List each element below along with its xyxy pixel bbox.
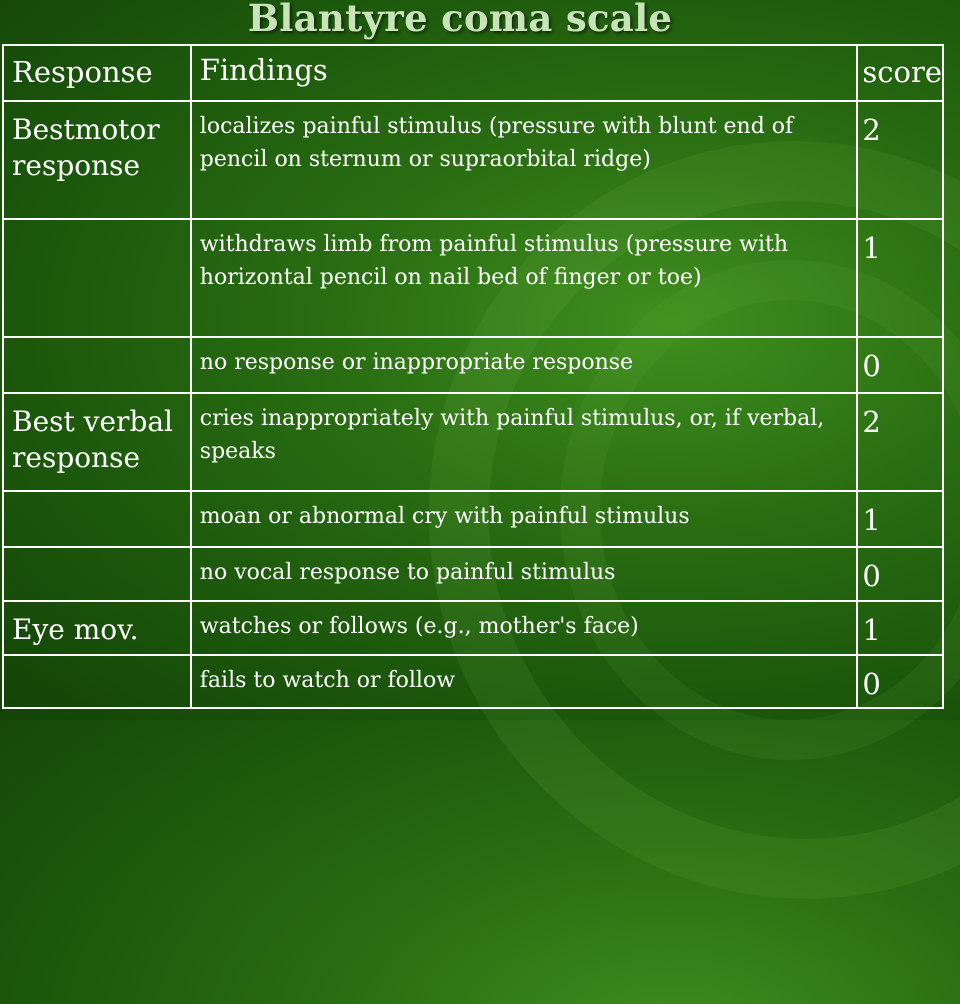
finding-cell: moan or abnormal cry with painful stimulus bbox=[191, 491, 858, 547]
response-cell bbox=[3, 655, 191, 708]
table-row bbox=[3, 491, 943, 547]
response-cell bbox=[3, 491, 191, 547]
table-row bbox=[3, 601, 943, 655]
finding-cell: withdraws limb from painful stimulus (pressure with horizontal pencil on nail bed of finger or toe) bbox=[191, 219, 858, 337]
response-cell bbox=[3, 219, 191, 337]
finding-cell: no response or inappropriate response bbox=[191, 337, 858, 393]
table-row bbox=[3, 219, 943, 337]
score-cell: 0 bbox=[857, 337, 943, 393]
score-cell: 0 bbox=[857, 547, 943, 601]
response-cell bbox=[3, 547, 191, 601]
response-cell: Eye mov. bbox=[3, 601, 191, 655]
score-cell: 2 bbox=[857, 101, 943, 219]
score-cell: 2 bbox=[857, 393, 943, 491]
response-cell bbox=[3, 337, 191, 393]
table-row bbox=[3, 393, 943, 491]
finding-cell: cries inappropriately with painful stimulus, or, if verbal, speaks bbox=[191, 393, 858, 491]
table-row bbox=[3, 337, 943, 393]
response-cell: Bestmotor response bbox=[3, 101, 191, 219]
finding-cell: fails to watch or follow bbox=[191, 655, 858, 708]
table-row bbox=[3, 547, 943, 601]
finding-cell: no vocal response to painful stimulus bbox=[191, 547, 858, 601]
response-cell: Best verbal response bbox=[3, 393, 191, 491]
finding-cell: watches or follows (e.g., mother's face) bbox=[191, 601, 858, 655]
score-cell: 1 bbox=[857, 491, 943, 547]
header-response: Response bbox=[3, 45, 191, 101]
header-score: score bbox=[857, 45, 943, 101]
score-cell: 0 bbox=[857, 655, 943, 708]
score-cell: 1 bbox=[857, 601, 943, 655]
header-findings: Findings bbox=[191, 45, 858, 101]
slide-title: Blantyre coma scale bbox=[247, 0, 673, 40]
table-row bbox=[3, 655, 943, 708]
score-cell: 1 bbox=[857, 219, 943, 337]
finding-cell: localizes painful stimulus (pressure with blunt end of pencil on sternum or supraorbital ridge) bbox=[191, 101, 858, 219]
blantyre-table bbox=[2, 44, 944, 709]
table-header-row bbox=[3, 45, 943, 101]
table-row bbox=[3, 101, 943, 219]
